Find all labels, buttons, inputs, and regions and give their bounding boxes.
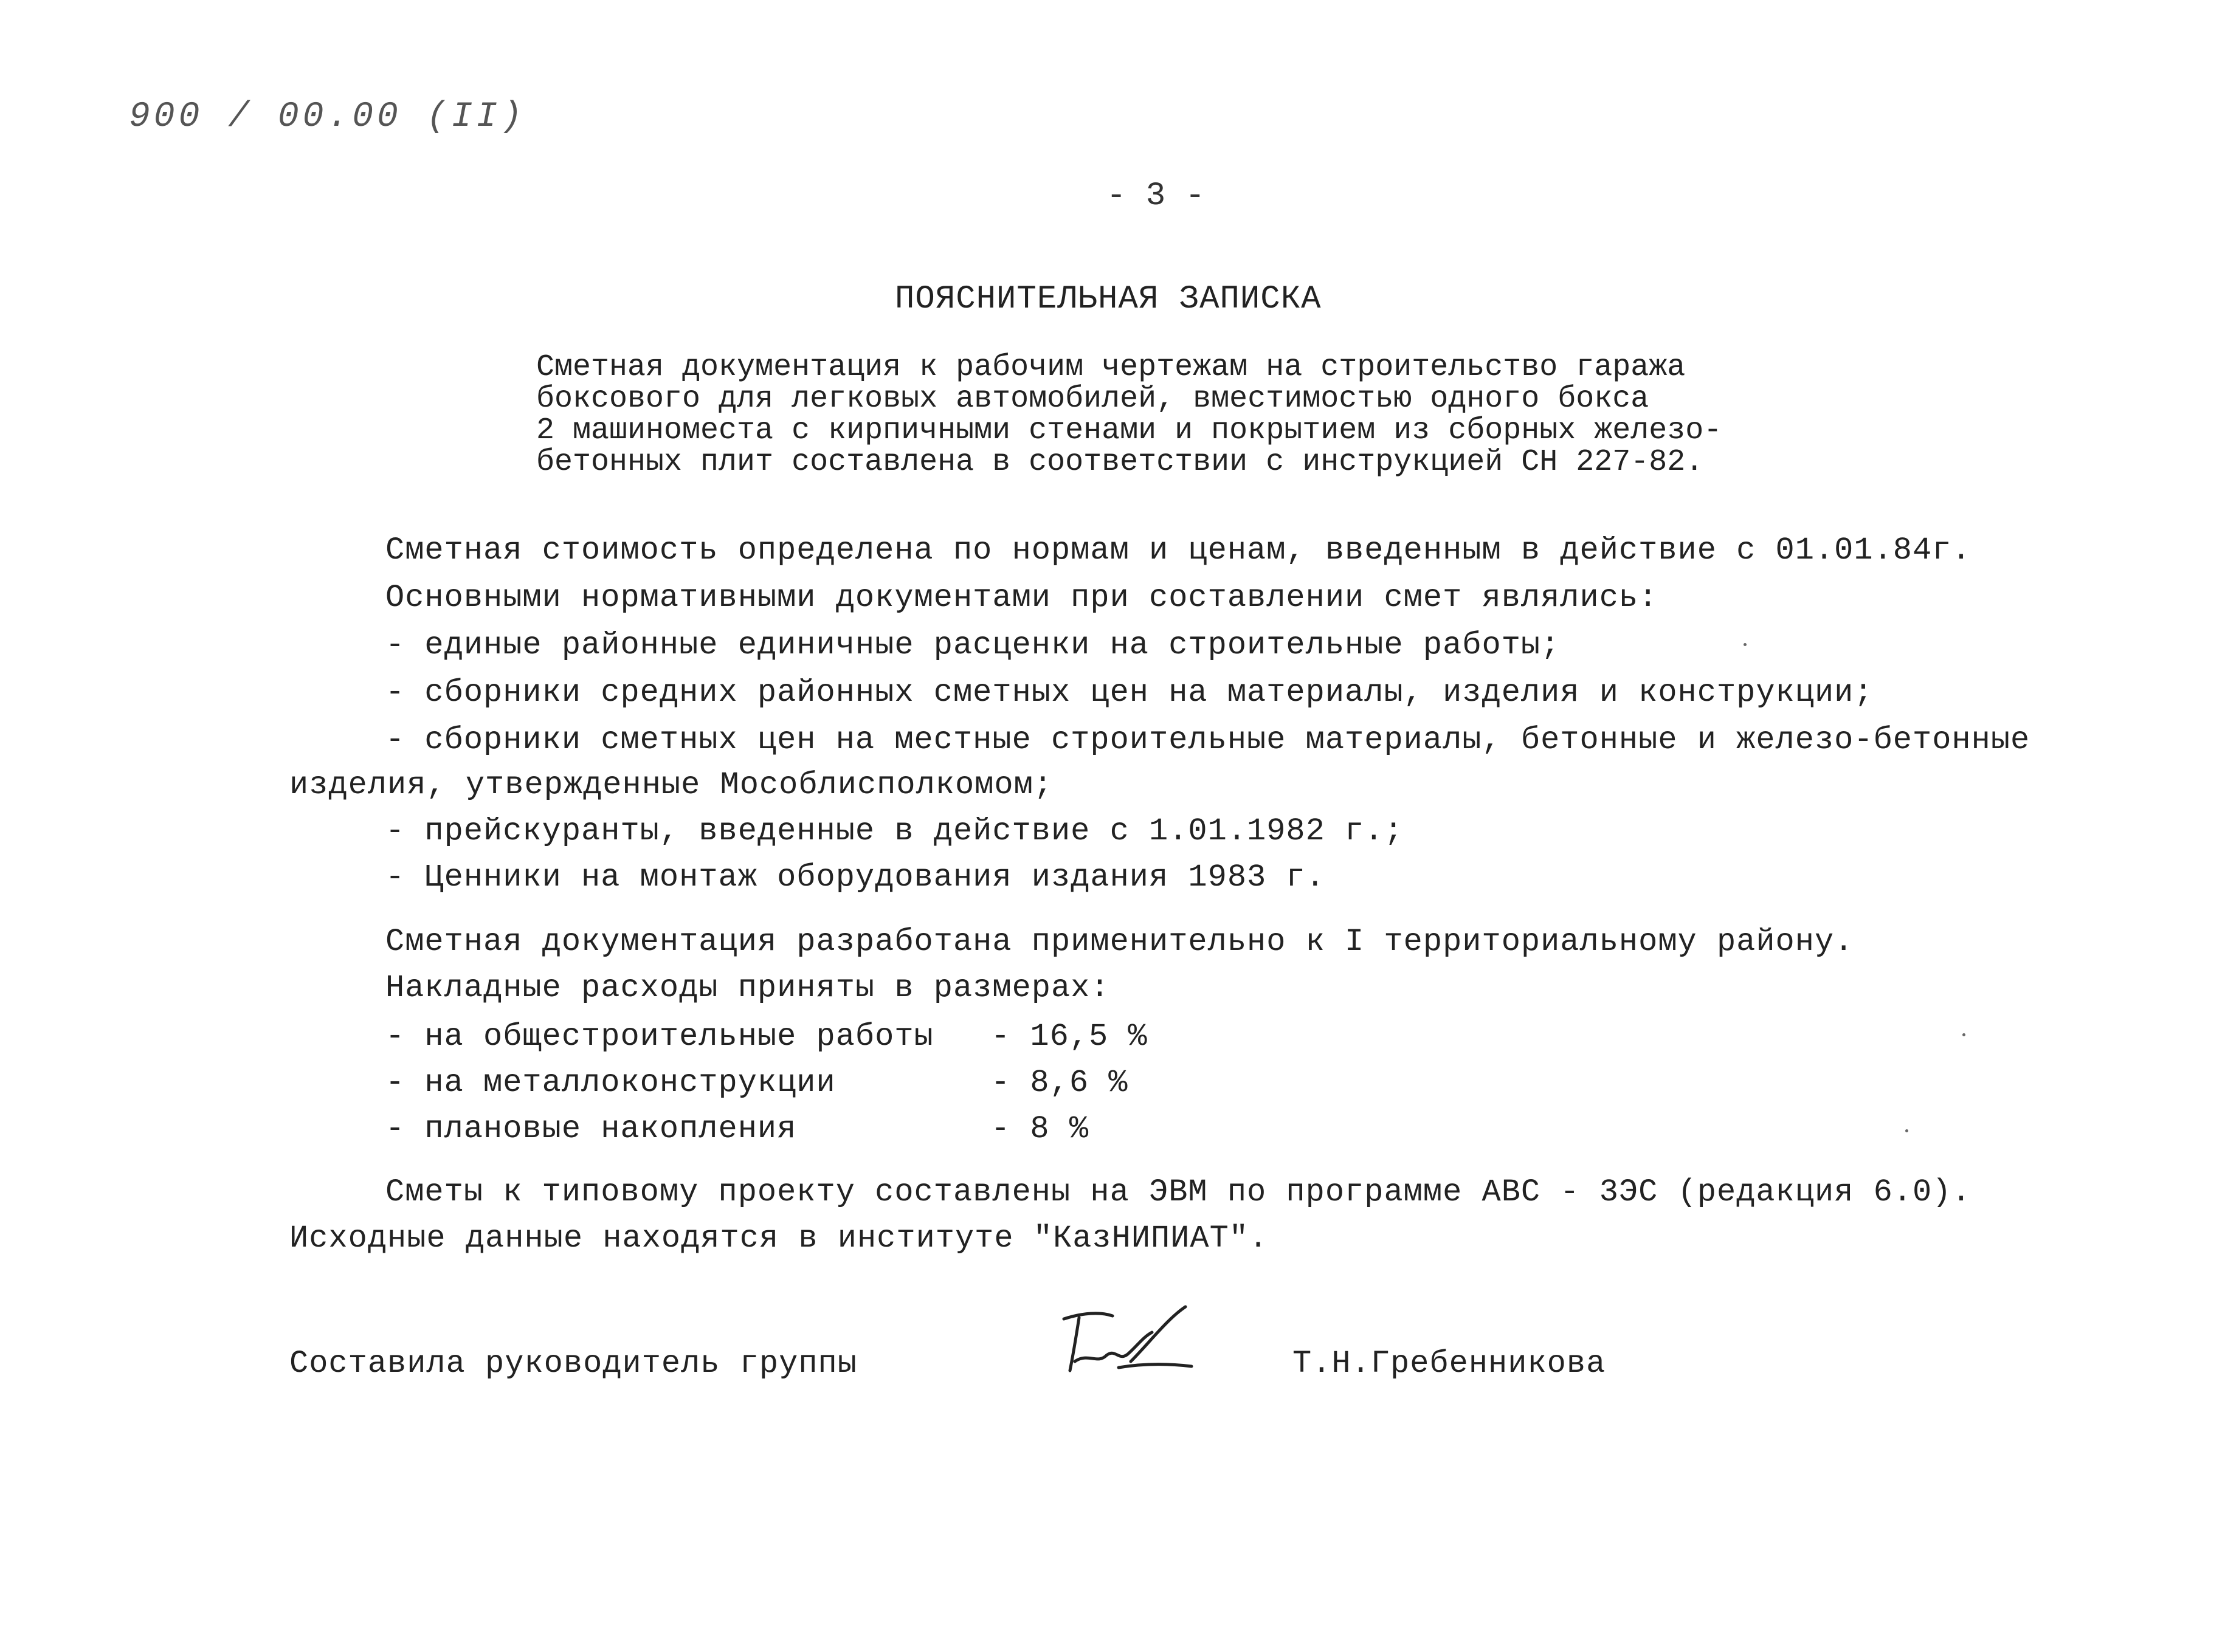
compiled-by-label: Составила руководитель группы — [289, 1346, 857, 1382]
rate-label: - на металлоконструкции — [385, 1065, 836, 1101]
signatory-name: Т.Н.Гребенникова — [1292, 1346, 1606, 1382]
intro-line-4: бетонных плит составлена в соответствии с инструкцией СН 227-82. — [536, 445, 1704, 480]
list-item: - прейскуранты, введенные в действие с 1.01.1982 г.; — [385, 813, 1404, 849]
intro-line-1: Сметная документация к рабочим чертежам на строительство гаража — [536, 350, 1686, 385]
paragraph-computer-estimates: Сметы к типовому проекту составлены на ЭВМ по программе АВС - 3ЭС (редакция 6.0). — [385, 1174, 1971, 1210]
rate-value: - 16,5 % — [991, 1019, 1148, 1055]
signature-image — [1046, 1295, 1198, 1392]
paragraph-territorial-region: Сметная документация разработана применительно к I территориальному району. — [385, 924, 1854, 960]
document-title: ПОЯСНИТЕЛЬНАЯ ЗАПИСКА — [895, 281, 1322, 318]
list-item: - сборники сметных цен на местные строительные материалы, бетонные и железо-бетонные — [385, 722, 2030, 758]
scan-speck — [1962, 1033, 1965, 1036]
list-item: - Ценники на монтаж оборудования издания 1983 г. — [385, 859, 1325, 895]
list-item: - сборники средних районных сметных цен на материалы, изделия и конструкции; — [385, 675, 1874, 711]
archive-mark: 900 / 00.00 (II) — [129, 97, 526, 137]
rate-label: - на общестроительные работы — [385, 1019, 934, 1055]
intro-line-3: 2 машиноместа с кирпичными стенами и покрытием из сборных железо- — [536, 413, 1722, 448]
scan-speck — [1905, 1129, 1908, 1132]
list-item: - единые районные единичные расценки на строительные работы; — [385, 627, 1561, 663]
paragraph-estimate-cost: Сметная стоимость определена по нормам и ценам, введенным в действие с 01.01.84г. — [385, 532, 1971, 568]
rate-value: - 8,6 % — [991, 1065, 1128, 1101]
paragraph-source-data: Исходные данные находятся в институте "КазНИПИАТ". — [289, 1220, 1269, 1256]
paragraph-normative-docs: Основными нормативными документами при составлении смет являлись: — [385, 580, 1658, 616]
rate-label: - плановые накопления — [385, 1111, 797, 1147]
paragraph-overhead: Накладные расходы приняты в размерах: — [385, 970, 1110, 1006]
list-item-continuation: изделия, утвержденные Мособлисполкомом; — [289, 767, 1053, 803]
rate-value: - 8 % — [991, 1111, 1089, 1147]
scan-speck — [1744, 643, 1747, 646]
page-number: - 3 - — [1106, 177, 1206, 215]
intro-line-2: боксового для легковых автомобилей, вместимостью одного бокса — [536, 382, 1649, 416]
